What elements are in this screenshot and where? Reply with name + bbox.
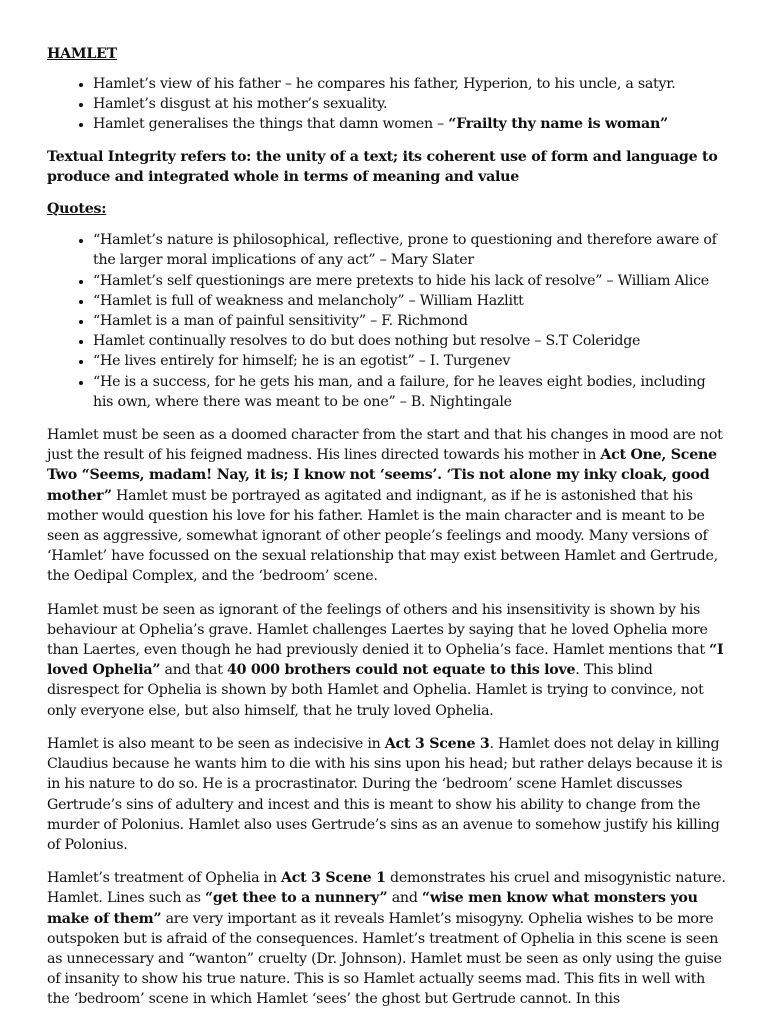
paragraph-ophelia-grave xyxy=(47,600,727,721)
list-item: • Hamlet’s disgust at his mother’s sexuality. xyxy=(93,94,727,114)
definition-lead: Textual Integrity xyxy=(47,148,176,165)
quotes-heading: Quotes: xyxy=(47,201,107,218)
bold-quote: “I loved Ophelia” xyxy=(47,642,724,679)
bold-reference: Act 3 Scene 3 xyxy=(384,735,490,752)
quote-item: • “Hamlet is a man of painful sensitivity” – F. Richmond xyxy=(93,311,727,331)
intro-bullet-list xyxy=(47,74,727,135)
quote-item: • “Hamlet is full of weakness and melancholy” – William Hazlitt xyxy=(93,291,727,311)
page-title: HAMLET xyxy=(47,46,117,62)
text-run: . This blind disrespect for Ophelia is shown by both Hamlet and Ophelia. Hamlet is trying to convince, not only everyone else, but also himself, that he truly loved Ophelia. xyxy=(47,662,704,719)
bold-quote: Act One, Scene Two “Seems, madam! Nay, it is; I know not ‘seems’. ‘Tis not alone my inky cloak, good mother” xyxy=(47,447,717,504)
quote-item: • “He lives entirely for himself; he is an egotist” – I. Turgenev xyxy=(93,351,727,371)
bullet-text: Hamlet generalises the things that damn women – xyxy=(93,116,449,133)
text-run: Hamlet must be seen as a doomed character from the start and that his changes in mood are not just the result of his feigned madness. His lines directed towards his mother in xyxy=(47,427,723,464)
definition-body: the unity of a text; its coherent use of form and language to produce and integrated whole in terms of meaning and value xyxy=(47,148,718,185)
text-run: Hamlet’s treatment of Ophelia in xyxy=(47,870,281,887)
text-run: are very important as it reveals Hamlet’s misogyny. Ophelia wishes to be more outspoken but is afraid of the consequences. Hamlet’s treatment of Ophelia in this scene is seen as unnecessary and “wanton” cruelty (Dr. Johnson). Hamlet must be seen as only using the guise of insanity to show his true nature. This is so Hamlet actually seems mad. This fits in well with the ‘bedroom’ scene in which Hamlet ‘sees’ the ghost but Gertrude cannot. In this xyxy=(47,910,722,1008)
paragraph-indecisive xyxy=(47,734,727,855)
definition-connector: refers to: xyxy=(175,148,256,165)
quote-item: • “Hamlet’s nature is philosophical, reflective, prone to questioning and therefore aware of the larger moral implications of any act” – Mary Slater xyxy=(93,230,727,270)
quote-item: • Hamlet continually resolves to do but does nothing but resolve – S.T Coleridge xyxy=(93,331,727,351)
bold-quote: “wise men know what monsters you make of them” xyxy=(47,890,698,927)
list-item: • Hamlet’s view of his father – he compares his father, Hyperion, to his uncle, a satyr. xyxy=(93,74,727,94)
quote-item: • “Hamlet’s self questionings are mere pretexts to hide his lack of resolve” – William Alice xyxy=(93,271,727,291)
paragraph-treatment-of-ophelia xyxy=(47,868,727,1009)
text-run: . Hamlet does not delay in killing Claudius because he wants him to die with his sins upon his head; but rather delays because it is in his nature to do so. He is a procrastinator. During the ‘bedroom’ scene Hamlet discusses Gertrude’s sins of adultery and incest and this is meant to show his ability to change from the murder of Polonius. Hamlet also uses Gertrude’s sins as an avenue to somehow justify his killing of Polonius. xyxy=(47,735,723,853)
text-run: Hamlet must be seen as ignorant of the feelings of others and his insensitivity is shown by his behaviour at Ophelia’s grave. Hamlet challenges Laertes by saying that he loved Ophelia more than Laertes, even though he had previously denied it to Ophelia’s face. Hamlet mentions that xyxy=(47,601,710,659)
bold-reference: Act 3 Scene 1 xyxy=(280,870,386,887)
text-run: Hamlet is also meant to be seen as indecisive in xyxy=(47,735,385,752)
text-run: and that xyxy=(160,662,227,679)
bold-quote: “get thee to a nunnery” xyxy=(204,890,388,907)
document-page xyxy=(47,44,727,1010)
list-item xyxy=(93,114,727,134)
bullet-quote: “Frailty thy name is woman” xyxy=(448,116,668,133)
quote-item: • “He is a success, for he gets his man, and a failure, for he leaves eight bodies, including his own, where there was meant to be one” – B. Nightingale xyxy=(93,372,727,412)
text-run: and xyxy=(387,890,422,907)
textual-integrity-definition xyxy=(47,147,727,187)
quotes-list xyxy=(47,230,727,412)
bold-quote: 40 000 brothers could not equate to this love xyxy=(226,662,576,679)
text-run: Hamlet must be portrayed as agitated and indignant, as if he is astonished that his mother would question his love for his father. Hamlet is the main character and is meant to be seen as aggressive, somewhat ignorant of other people’s feelings and moody. Many versions of ‘Hamlet’ have focussed on the sexual relationship that may exist between Hamlet and Gertrude, the Oedipal Complex, and the ‘bedroom’ scene. xyxy=(47,487,718,585)
paragraph-doomed-character xyxy=(47,425,727,587)
text-run: demonstrates his cruel and misogynistic nature. Hamlet. Lines such as xyxy=(47,870,726,907)
